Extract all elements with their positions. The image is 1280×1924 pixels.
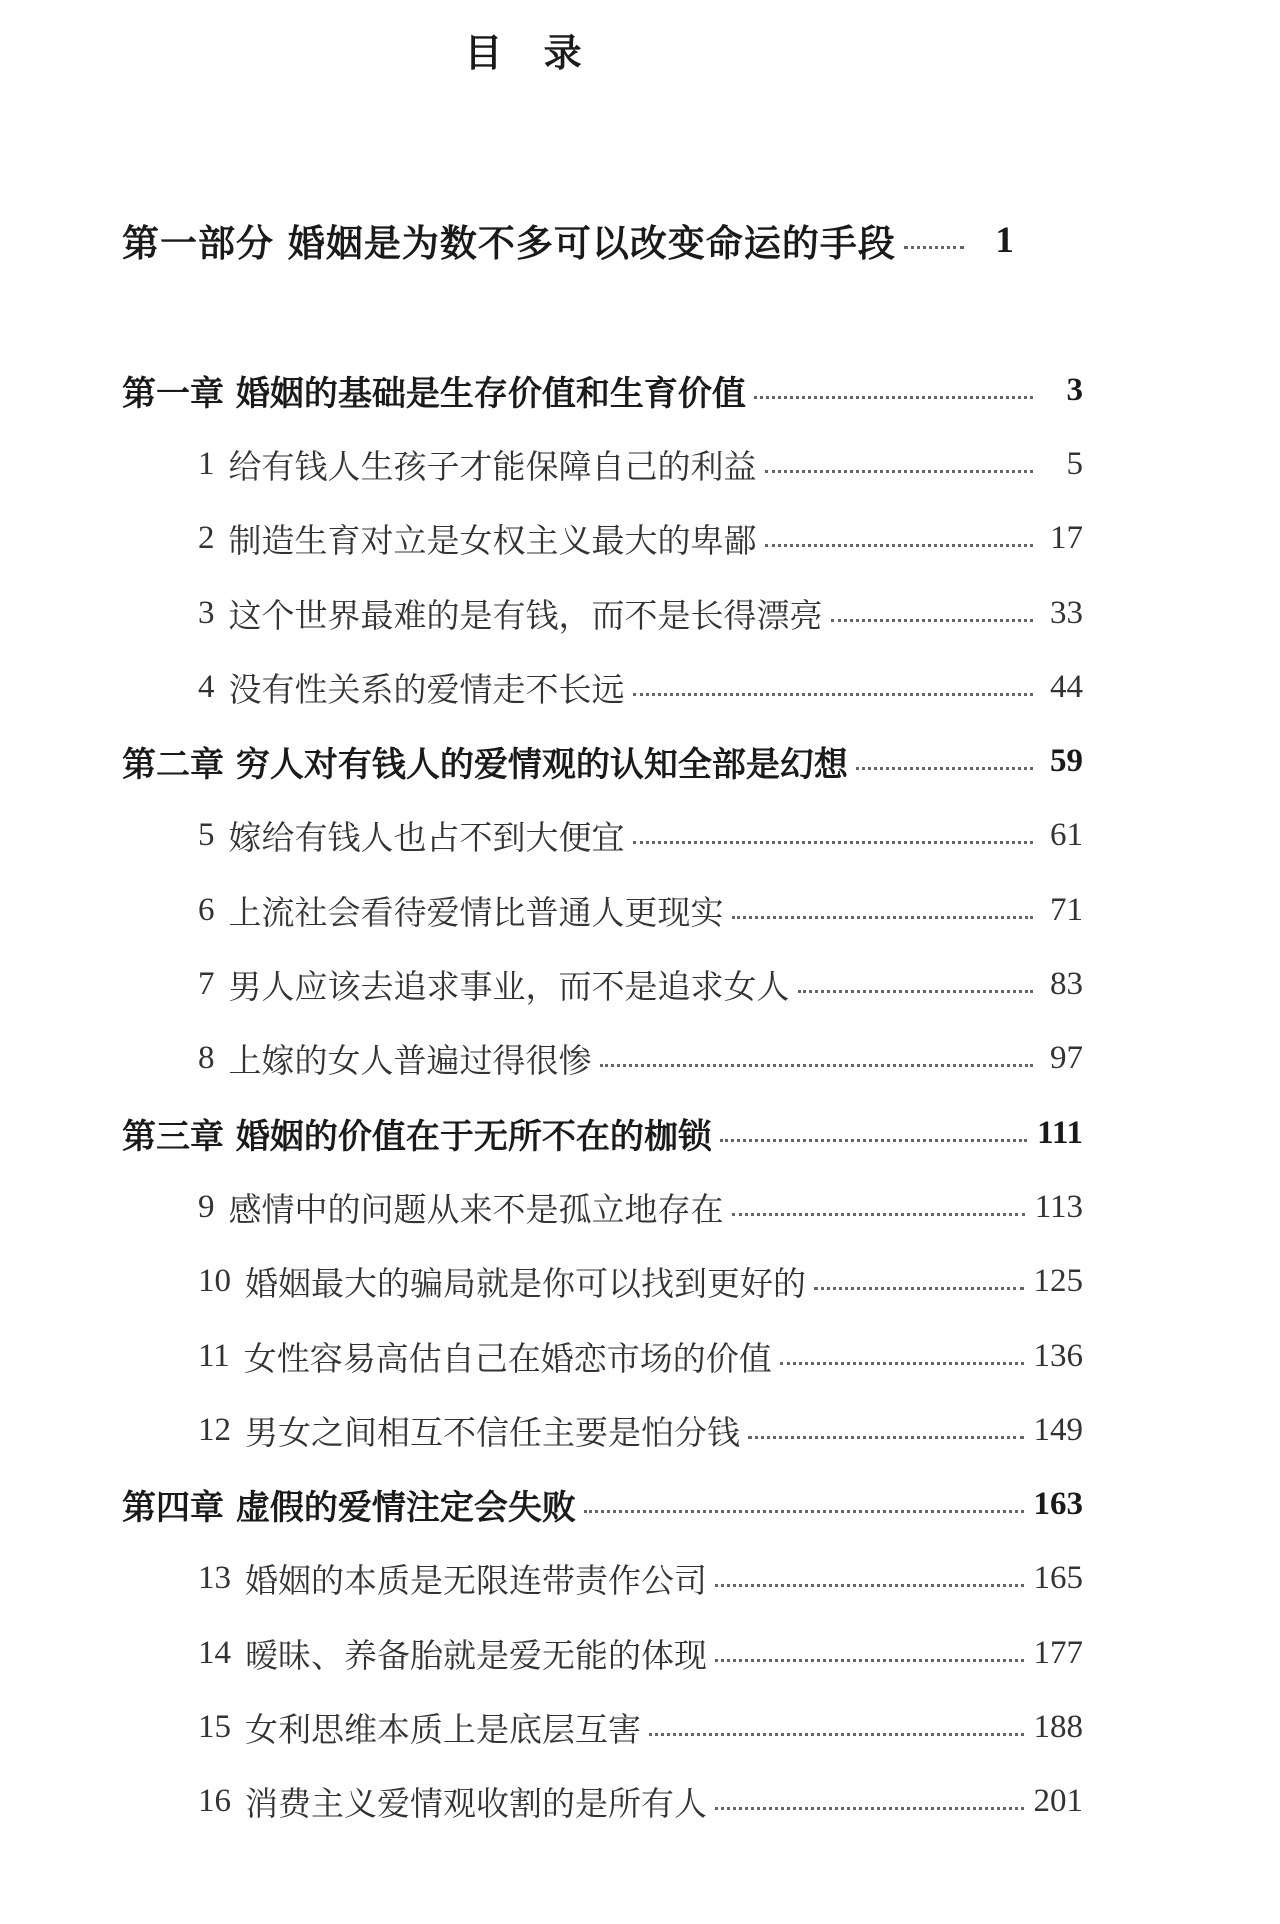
entry-label: 没有性关系的爱情走不长远: [228, 672, 625, 709]
page-number: 97: [1050, 1040, 1083, 1077]
page-number: 165: [1033, 1560, 1083, 1597]
dot-leader: [720, 1139, 1027, 1142]
dot-leader: [748, 1436, 1024, 1439]
dot-leader: [649, 1733, 1024, 1736]
dot-leader: [633, 693, 1034, 696]
section-number: 8: [198, 1040, 215, 1077]
toc-list: [0, 353, 1280, 1839]
entry-label: 制造生育对立是女权主义最大的卑鄙: [228, 524, 757, 561]
dot-leader: [814, 1287, 1024, 1290]
part-label: 第一部分 婚姻是为数不多可以改变命运的手段: [122, 222, 896, 265]
page-number: 177: [1033, 1634, 1083, 1671]
page-number: 125: [1033, 1263, 1083, 1300]
section-number: 15: [198, 1708, 231, 1745]
dot-leader: [715, 1807, 1024, 1810]
toc-part-entry[interactable]: [122, 212, 1083, 268]
toc-title: 目 录: [464, 31, 596, 75]
toc-section-entry[interactable]: [0, 1690, 1280, 1764]
section-number: 14: [198, 1634, 231, 1671]
entry-label: 上嫁的女人普遍过得很惨: [228, 1044, 592, 1081]
entry-label: 上流社会看待爱情比普通人更现实: [228, 895, 724, 932]
entry-label: 女性容易高估自己在婚恋市场的价值: [243, 1341, 772, 1378]
entry-label: 第二章 穷人对有钱人的爱情观的认知全部是幻想: [122, 745, 848, 786]
dot-leader: [732, 916, 1034, 919]
toc-section-entry[interactable]: [0, 1319, 1280, 1393]
toc-section-entry[interactable]: [0, 1616, 1280, 1690]
dot-leader: [856, 767, 1033, 770]
page-number: 44: [1050, 668, 1083, 705]
section-number: 11: [198, 1337, 230, 1374]
entry-label: 消费主义爱情观收割的是所有人: [245, 1787, 707, 1824]
toc-section-entry[interactable]: [0, 1245, 1280, 1319]
toc-section-entry[interactable]: [0, 576, 1280, 650]
entry-label: 第三章 婚姻的价值在于无所不在的枷锁: [122, 1116, 712, 1157]
section-number: 12: [198, 1411, 231, 1448]
toc-chapter-entry[interactable]: [0, 1096, 1280, 1170]
entry-label: 第四章 虚假的爱情注定会失败: [122, 1488, 576, 1529]
page-number: 33: [1050, 594, 1083, 631]
entry-label: 婚姻最大的骗局就是你可以找到更好的: [245, 1267, 806, 1304]
page-number: 83: [1050, 966, 1083, 1003]
dot-leader: [765, 470, 1034, 473]
toc-chapter-entry[interactable]: [0, 1467, 1280, 1541]
section-number: 1: [198, 445, 215, 482]
section-number: 16: [198, 1783, 231, 1820]
toc-section-entry[interactable]: [0, 1170, 1280, 1244]
dot-leader: [831, 619, 1034, 622]
dot-leader: [798, 990, 1034, 993]
entry-label: 男女之间相互不信任主要是怕分钱: [245, 1415, 740, 1452]
toc-section-entry[interactable]: [0, 799, 1280, 873]
entry-label: 感情中的问题从来不是孤立地存在: [228, 1192, 724, 1229]
entry-label: 男人应该去追求事业，而不是追求女人: [228, 970, 790, 1007]
entry-label: 婚姻的本质是无限连带责作公司: [245, 1564, 707, 1601]
dot-leader: [715, 1659, 1024, 1662]
page-number: 188: [1033, 1708, 1083, 1745]
dot-leader: [584, 1510, 1024, 1513]
section-number: 3: [198, 594, 215, 631]
toc-chapter-entry[interactable]: [0, 353, 1280, 427]
page-number: 1: [995, 219, 1014, 261]
dot-leader: [732, 1213, 1025, 1216]
section-number: 7: [198, 966, 215, 1003]
entry-label: 暧昧、养备胎就是爱无能的体现: [245, 1638, 707, 1675]
dot-leader: [600, 1064, 1034, 1067]
entry-label: 女利思维本质上是底层互害: [245, 1712, 641, 1749]
dot-leader: [633, 841, 1034, 844]
toc-section-entry[interactable]: [0, 1393, 1280, 1467]
toc-section-entry[interactable]: [0, 650, 1280, 724]
toc-section-entry[interactable]: [0, 1542, 1280, 1616]
section-number: 5: [198, 817, 215, 854]
entry-label: 第一章 婚姻的基础是生存价值和生育价值: [122, 373, 746, 414]
section-number: 13: [198, 1560, 231, 1597]
toc-section-entry[interactable]: [0, 502, 1280, 576]
entry-label: 给有钱人生孩子才能保障自己的利益: [228, 449, 757, 486]
page-number: 5: [1066, 445, 1083, 482]
entry-label: 嫁给有钱人也占不到大便宜: [228, 821, 625, 858]
dot-leader: [754, 396, 1033, 399]
section-number: 2: [198, 520, 215, 557]
dot-leader: [904, 246, 964, 249]
section-number: 6: [198, 891, 215, 928]
toc-section-entry[interactable]: [0, 427, 1280, 501]
toc-section-entry[interactable]: [0, 873, 1280, 947]
section-number: 10: [198, 1263, 231, 1300]
page-number: 59: [1050, 743, 1083, 780]
page-number: 149: [1033, 1411, 1083, 1448]
entry-label: 这个世界最难的是有钱，而不是长得漂亮: [228, 598, 823, 635]
page-number: 111: [1037, 1114, 1083, 1151]
page-number: 113: [1034, 1188, 1083, 1225]
toc-section-entry[interactable]: [0, 947, 1280, 1021]
page-number: 201: [1033, 1783, 1083, 1820]
dot-leader: [765, 544, 1034, 547]
page-number: 71: [1050, 891, 1083, 928]
toc-section-entry[interactable]: [0, 1765, 1280, 1839]
page-number: 163: [1033, 1486, 1083, 1523]
dot-leader: [715, 1584, 1024, 1587]
dot-leader: [780, 1362, 1024, 1365]
page-number: 136: [1033, 1337, 1083, 1374]
page-number: 3: [1066, 371, 1083, 408]
section-number: 9: [198, 1188, 215, 1225]
page-number: 17: [1050, 520, 1083, 557]
toc-section-entry[interactable]: [0, 1022, 1280, 1096]
section-number: 4: [198, 668, 215, 705]
page-number: 61: [1050, 817, 1083, 854]
toc-chapter-entry[interactable]: [0, 724, 1280, 798]
